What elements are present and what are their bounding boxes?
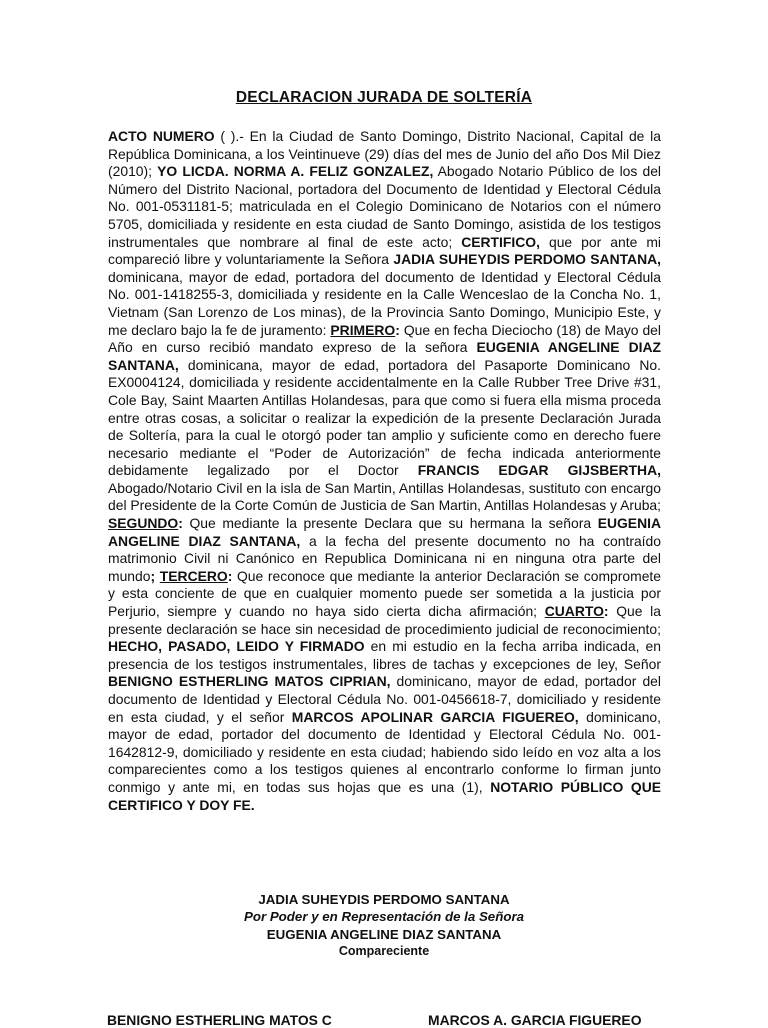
paragraph-run: dominicano, mayor de edad, portador del documento de Identidad y Electoral Cédula No. 001-0456618-7, domiciliado y residente en esta ciudad, y el señor [108,673,661,725]
paragraph-run: : [178,515,183,532]
paragraph-run: NOTARIO PÚBLICO QUE CERTIFICO Y DOY FE. [108,778,661,813]
paragraph-run: dominicano, mayor de edad, portador del documento de Identidad y Electoral Cédula No. 001-1642812-9, domiciliado y residente en esta ciudad; habiendo sido leído en voz alta a los comparecientes como a los testigos quienes al encontrarlo conforme lo firman junto conmigo y ante mi, en todas sus hojas que es una (1), [108,708,662,795]
paragraph-run: CUARTO [544,603,604,620]
paragraph-run: MARCOS APOLINAR GARCIA FIGUEREO, [291,708,579,725]
paragraph-run: CERTIFICO, [461,233,540,250]
paragraph-run: : [395,321,400,338]
paragraph-run: HECHO, PASADO, LEIDO Y FIRMADO [108,638,365,655]
signature-block [0,891,768,961]
paragraph-run: EUGENIA ANGELINE DIAZ SANTANA, [108,339,662,373]
paragraph-run: TERCERO [159,567,228,584]
paragraph-run: YO LICDA. NORMA A. FELIZ GONZALEZ, [157,163,434,180]
paragraph-run: Que reconoce que mediante la anterior Declaración se compromete y esta conciente de que en cualquier momento puede ser sometida a la justicia por Perjurio, siempre y cuando no haya sido cierta dicha afirmación; [108,567,662,620]
paragraph-run: JADIA SUHEYDIS PERDOMO SANTANA, [393,251,662,268]
signer-representation: Por Poder y en Representación de la Señora [243,909,525,925]
paragraph-run: Que en fecha Dieciocho (18) de Mayo del Año en curso recibió mandato expreso de la señora [108,321,661,356]
paragraph-run: que por ante mi compareció libre y voluntariamente la Señora [108,233,661,268]
paragraph-run: dominicana, mayor de edad, portadora del Pasaporte Dominicano No. EX0004124, domiciliada y residente accidentalmente en la Calle Rubber Tree Drive #31, Cole Bay, Saint Maarten Antillas Holandesas, para que como si fuera ella misma proceda entre otras cosas, a solicitar o realizar la expedición de la presente Declaración Jurada de Soltería, para la cual le otorgó poder tan amplio y suficiente como en derecho fuere necesario mediante el “Poder de Autorización” de fecha indicada anteriormente debidamente legalizado por el Doctor [108,356,661,479]
signer-role: Compareciente [338,944,430,959]
signer-name: JADIA SUHEYDIS PERDOMO SANTANA [258,892,510,907]
paragraph-run: a la fecha del presente documento no ha contraído matrimonio Civil ni Canónico en Republica Dominicana ni en ninguna otra parte del mundo [108,532,661,584]
paragraph-run: PRIMERO [330,321,396,338]
paragraph-run: : [603,603,609,620]
paragraph-run: ACTO NUMERO [108,128,215,144]
paragraph-run: SEGUNDO [108,515,179,532]
paragraph-run: Abogado Notario Público de los del Número del Distrito Nacional, portadora del Documento de Identidad y Electoral Cédula No. 001-0531181-5; matriculada en el Colegio Dominicano de Notarios con el número 5705, domiciliada y residente en esta ciudad de Santo Domingo, asistida de los testigos instrumentales que nombrare al final de este acto; [108,163,662,250]
witness-right-name: MARCOS A. GARCIA FIGUEREO [428,1012,642,1028]
paragraph-run: Que mediante la presente Declara que su hermana la señora [182,515,598,532]
paragraph-run: en mi estudio en la fecha arriba indicada, en presencia de los testigos instrumentales, libres de tachas y excepciones de ley, Señor [108,638,661,672]
paragraph-run: BENIGNO ESTHERLING MATOS CIPRIAN, [108,673,391,690]
paragraph-run: FRANCIS EDGAR GIJSBERTHA, [417,462,661,479]
paragraph-run: EUGENIA ANGELINE DIAZ SANTANA, [108,515,661,549]
paragraph-run: Que la presente declaración se hace sin necesidad de procedimiento judicial de reconocimiento; [108,603,661,637]
represented-name: EUGENIA ANGELINE DIAZ SANTANA [266,926,502,942]
document-title: DECLARACION JURADA DE SOLTERÍA [235,89,533,106]
declaration-paragraph [108,128,661,814]
paragraph-run: Abogado/Notario Civil en la isla de San Martin, Antillas Holandesas, sustituto con encargo del Presidente de la Corte Común de Justicia de San Martin, Antillas Holandesas y Aruba; [108,479,661,514]
paragraph-run: : [227,567,233,584]
paragraph-run: dominicana, mayor de edad, portadora del documento de Identidad y Electoral Cédula No. 001-1418255-3, domiciliada y residente en la Calle Wenceslao de la Concha No. 1, Vietnam (San Lorenzo de Los minas), de la Provincia Santo Domingo, Municipio Este, y me declaro bajo la fe de juramento: [108,268,661,338]
paragraph-run: ; [150,567,156,584]
witness-left-name: BENIGNO ESTHERLING MATOS C [107,1012,332,1028]
paragraph-run: ( ).- En la Ciudad de Santo Domingo, Distrito Nacional, Capital de la República Dominicana, a los Veintinueve (29) días del mes de Junio del año Dos Mil Diez (2010); [108,128,661,180]
